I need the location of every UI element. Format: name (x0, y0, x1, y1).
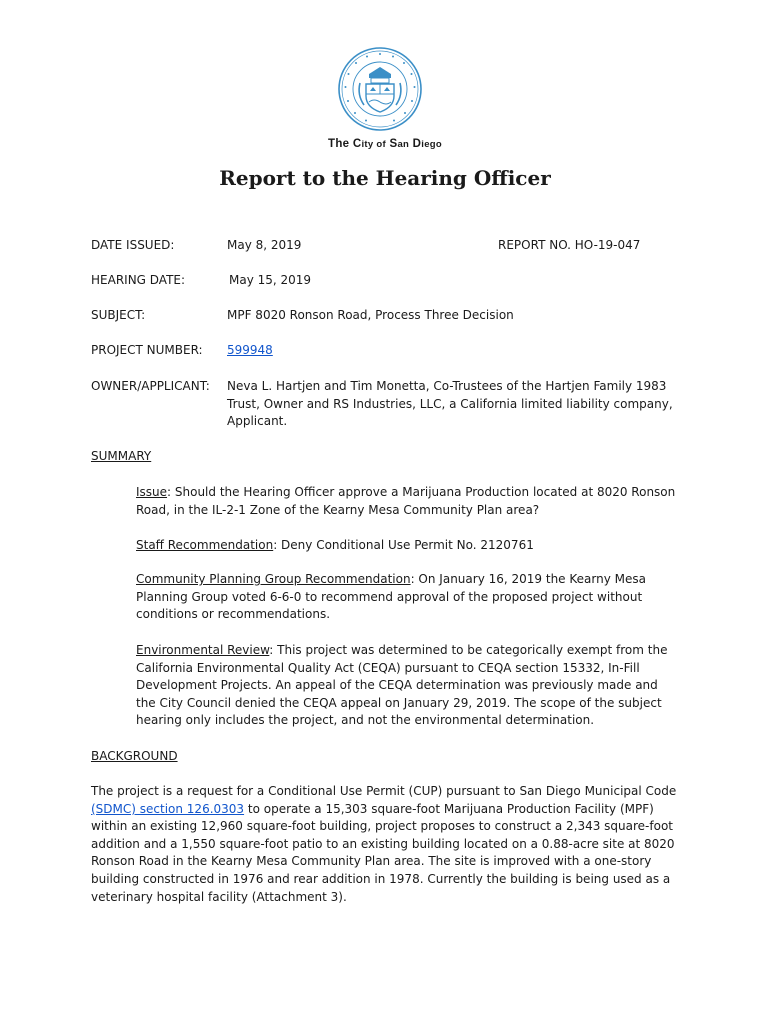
issue-label: Issue (136, 485, 168, 499)
city-name-heading: The City of San Diego (328, 138, 442, 150)
summary-cpg-recommendation (136, 571, 681, 624)
hearing-date-label: HEARING DATE: (91, 273, 186, 287)
background-text-a: The project is a request for a Conditional Use Permit (CUP) pursuant to San Diego Municipal Code (91, 784, 677, 798)
project-number-link[interactable]: 599948 (227, 343, 273, 357)
background-paragraph (91, 783, 691, 906)
date-issued-label: DATE ISSUED: (91, 238, 175, 252)
cpg-recommendation-label: Community Planning Group Recommendation (136, 572, 411, 586)
environmental-review-text: : This project was determined to be categorically exempt from the California Environmental Quality Act (CEQA) pursuant to CEQA section 15332, In-Fill Development Projects. An appeal of the CEQA determination was previously made and the City Council denied the CEQA appeal on January 29, 2019. The scope of the subject hearing only includes the project, and not the environmental determination. (136, 643, 668, 728)
project-number-label: PROJECT NUMBER: (91, 343, 203, 357)
sdmc-section-link[interactable]: (SDMC) section 126.0303 (91, 801, 245, 816)
report-number: REPORT NO. HO-19-047 (498, 238, 641, 252)
city-seal-icon (338, 47, 422, 131)
cpg-recommendation-text: : On January 16, 2019 the Kearny Mesa Planning Group voted 6-6-0 to recommend approval of the proposed project without conditions or recommendations. (136, 572, 646, 622)
subject-label: SUBJECT: (91, 308, 146, 322)
owner-applicant-line-1: Neva L. Hartjen and Tim Monetta, Co-Trustees of the Hartjen Family 1983 (227, 379, 667, 393)
staff-recommendation-label: Staff Recommendation (136, 538, 274, 552)
background-text-b: to operate a 15,303 square-foot Marijuana Production Facility (MPF) within an existing 12,960 square-foot building, project proposes to construct a 2,343 square-foot addition and a 1,550 square-foot patio to an existing building located on a 0.88-acre site at 8020 Ronson Road in the Kearny Mesa Community Plan area. The site is improved with a one-story building constructed in 1976 and rear addition in 1978. Currently the building is being used as a veterinary hospital facility (Attachment 3). (91, 801, 675, 904)
summary-issue (136, 484, 681, 519)
subject-value: MPF 8020 Ronson Road, Process Three Decision (227, 308, 514, 322)
owner-applicant-label: OWNER/APPLICANT: (91, 379, 210, 393)
owner-applicant-line-2: Trust, Owner and RS Industries, LLC, a California limited liability company, (227, 397, 673, 411)
summary-environmental-review (136, 642, 681, 730)
summary-staff-recommendation (136, 537, 681, 555)
environmental-review-label: Environmental Review (136, 643, 270, 657)
background-heading: BACKGROUND (91, 749, 178, 763)
staff-recommendation-text: : Deny Conditional Use Permit No. 2120761 (273, 538, 534, 552)
owner-applicant-line-3: Applicant. (227, 414, 288, 428)
hearing-date-value: May 15, 2019 (229, 273, 312, 287)
report-title: Report to the Hearing Officer (219, 166, 551, 190)
issue-text: : Should the Hearing Officer approve a Marijuana Production located at 8020 Ronson Road, in the IL-2-1 Zone of the Kearny Mesa Community Plan area? (136, 485, 676, 517)
date-issued-value: May 8, 2019 (227, 238, 302, 252)
summary-heading: SUMMARY (91, 449, 152, 463)
